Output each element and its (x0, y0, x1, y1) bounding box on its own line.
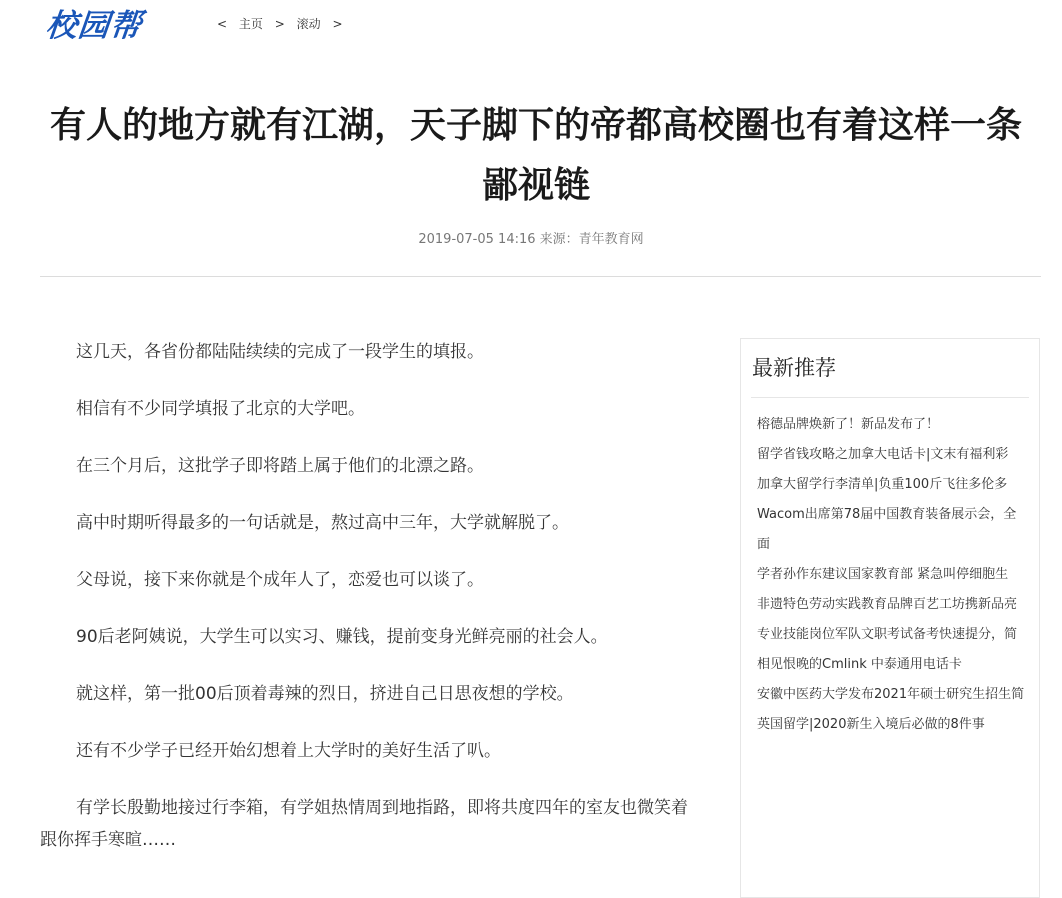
recommend-item[interactable]: 安徽中医药大学发布2021年硕士研究生招生简 (757, 687, 1025, 702)
breadcrumb-home-link[interactable]: 主页 (238, 17, 263, 31)
breadcrumb-suffix: > (332, 17, 343, 31)
recommend-item[interactable]: 专业技能岗位军队文职考试备考快速提分，简 (757, 627, 1018, 642)
recommend-item[interactable]: 相见恨晚的Cmlink 中泰通用电话卡 (757, 657, 962, 672)
recommend-item[interactable]: 留学省钱攻略之加拿大电话卡|文末有福利彩 (757, 447, 1009, 462)
article-paragraph: 90后老阿姨说，大学生可以实习、赚钱，提前变身光鲜亮丽的社会人。 (76, 627, 608, 647)
header-divider (40, 276, 1041, 277)
article-paragraph: 还有不少学子已经开始幻想着上大学时的美好生活了叭。 (76, 741, 501, 761)
recommend-item[interactable]: 英国留学|2020新生入境后必做的8件事 (757, 717, 985, 732)
recommend-item[interactable]: Wacom出席第78届中国教育装备展示会，全面 (757, 507, 1017, 552)
article-meta: 2019-07-05 14:16 来源：青年教育网 (418, 232, 644, 247)
article-title: 有人的地方就有江湖，天子脚下的帝都高校圈也有着这样一条鄙视链 (49, 105, 1022, 206)
site-logo[interactable]: 校园帮 (44, 8, 144, 44)
recommend-item[interactable]: 加拿大留学行李清单|负重100斤飞往多伦多 (757, 477, 1008, 492)
article-paragraph: 相信有不少同学填报了北京的大学吧。 (76, 399, 365, 419)
sidebar-divider (751, 397, 1029, 398)
recommend-item[interactable]: 学者孙作东建议国家教育部 紧急叫停细胞生 (757, 567, 1009, 582)
recommend-list (757, 410, 1029, 740)
article-paragraph: 就这样，第一批00后顶着毒辣的烈日，挤进自己日思夜想的学校。 (76, 684, 574, 704)
article-paragraph: 有学长殷勤地接过行李箱，有学姐热情周到地指路，即将共度四年的室友也微笑着跟你挥手寒暄…… (40, 798, 688, 850)
article-paragraph: 父母说，接下来你就是个成年人了，恋爱也可以谈了。 (76, 570, 484, 590)
breadcrumb-section-link[interactable]: 滚动 (296, 17, 321, 31)
article-paragraph: 高中时期听得最多的一句话就是，熬过高中三年，大学就解脱了。 (76, 513, 569, 533)
breadcrumb-separator: > (274, 17, 285, 31)
breadcrumb (217, 16, 351, 32)
article-paragraph: 在三个月后，这批学子即将踏上属于他们的北漂之路。 (76, 456, 484, 476)
breadcrumb-prefix: < (217, 17, 228, 31)
article-body (40, 336, 700, 881)
recommend-item[interactable]: 榕德品牌焕新了！新品发布了！ (757, 417, 940, 432)
recommend-sidebar (740, 338, 1040, 898)
recommend-item[interactable]: 非遗特色劳动实践教育品牌百艺工坊携新品亮 (757, 597, 1018, 612)
article-paragraph: 这几天，各省份都陆陆续续的完成了一段学生的填报。 (76, 342, 484, 362)
sidebar-title: 最新推荐 (752, 356, 836, 380)
